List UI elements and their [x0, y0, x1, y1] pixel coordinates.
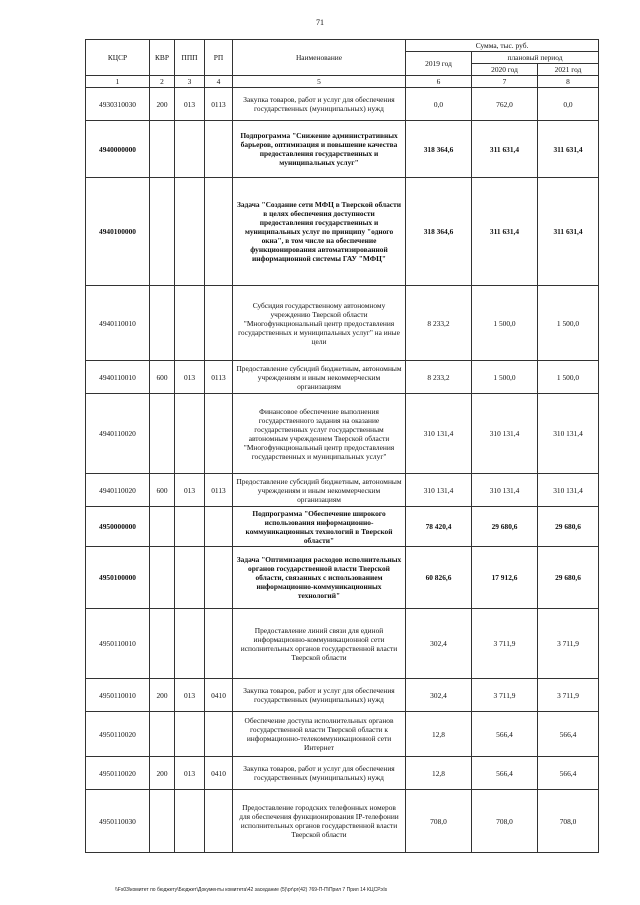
- amount-2019-cell: 8 233,2: [406, 286, 472, 361]
- name-cell: Закупка товаров, работ и услуг для обеспечения государственных (муниципальных) нужд: [233, 679, 406, 712]
- table-row: [86, 712, 599, 757]
- page-number: 71: [316, 18, 324, 27]
- kcsr-cell: 4940110010: [86, 286, 150, 361]
- rp-cell: [205, 790, 233, 853]
- amount-2019-cell: 318 364,6: [406, 178, 472, 286]
- name-cell: Финансовое обеспечение выполнения государственного задания на оказание государственных услуг государственным автономным учреждением Тверской области "Многофункциональный центр предоставления государственных и муниципальных услуг": [233, 394, 406, 474]
- kcsr-cell: 4950110020: [86, 712, 150, 757]
- amount-2021-cell: 566,4: [538, 757, 599, 790]
- header-planned-period: плановый период: [472, 52, 599, 64]
- rp-cell: 0113: [205, 361, 233, 394]
- rp-cell: 0113: [205, 88, 233, 121]
- table-row: [86, 286, 599, 361]
- column-number: 3: [175, 76, 205, 88]
- amount-2021-cell: 310 131,4: [538, 474, 599, 507]
- amount-2020-cell: 1 500,0: [472, 361, 538, 394]
- rp-cell: [205, 121, 233, 178]
- header-year-2019: 2019 год: [406, 52, 472, 76]
- amount-2019-cell: 78 420,4: [406, 507, 472, 547]
- ppp-cell: [175, 547, 205, 609]
- kvr-cell: [150, 286, 175, 361]
- ppp-cell: [175, 790, 205, 853]
- name-cell: Закупка товаров, работ и услуг для обеспечения государственных (муниципальных) нужд: [233, 88, 406, 121]
- amount-2020-cell: 310 131,4: [472, 394, 538, 474]
- header-kvr: КВР: [150, 40, 175, 76]
- kcsr-cell: 4940000000: [86, 121, 150, 178]
- ppp-cell: [175, 178, 205, 286]
- kcsr-cell: 4930310030: [86, 88, 150, 121]
- table-row: [86, 507, 599, 547]
- amount-2021-cell: 29 680,6: [538, 507, 599, 547]
- table-body: [86, 40, 599, 853]
- name-cell: Задача "Создание сети МФЦ в Тверской области в целях обеспечения доступности предоставления государственных и муниципальных услуг по принципу "одного окна", в том числе на обеспечение функционирования автоматизированной информационной системы ГАУ "МФЦ": [233, 178, 406, 286]
- kvr-cell: 600: [150, 474, 175, 507]
- kvr-cell: [150, 178, 175, 286]
- rp-cell: [205, 712, 233, 757]
- ppp-cell: 013: [175, 757, 205, 790]
- budget-table: [85, 39, 599, 853]
- table-row: [86, 474, 599, 507]
- ppp-cell: [175, 507, 205, 547]
- table-row: [86, 609, 599, 679]
- kvr-cell: [150, 121, 175, 178]
- amount-2019-cell: 302,4: [406, 679, 472, 712]
- rp-cell: 0410: [205, 757, 233, 790]
- name-cell: Подпрограмма "Снижение административных барьеров, оптимизация и повышение качества предоставления государственных и муниципальных услуг": [233, 121, 406, 178]
- kcsr-cell: 4950110020: [86, 757, 150, 790]
- kvr-cell: [150, 712, 175, 757]
- kvr-cell: [150, 394, 175, 474]
- kvr-cell: 200: [150, 757, 175, 790]
- rp-cell: [205, 394, 233, 474]
- kcsr-cell: 4940110020: [86, 394, 150, 474]
- kvr-cell: 200: [150, 88, 175, 121]
- table-row: [86, 121, 599, 178]
- column-number-row: [86, 76, 599, 88]
- name-cell: Закупка товаров, работ и услуг для обеспечения государственных (муниципальных) нужд: [233, 757, 406, 790]
- file-path-footer: \\Fs03\комитет по бюджету\Бюджет\Документы комитета\42 заседание (5)\рг\рг(42) 769-П-П\Прил 7 Прил 14 КЦСР.xls: [115, 887, 388, 893]
- amount-2019-cell: 12,8: [406, 712, 472, 757]
- amount-2021-cell: 566,4: [538, 712, 599, 757]
- ppp-cell: [175, 712, 205, 757]
- amount-2021-cell: 3 711,9: [538, 679, 599, 712]
- kvr-cell: [150, 507, 175, 547]
- amount-2021-cell: 311 631,4: [538, 121, 599, 178]
- amount-2020-cell: 708,0: [472, 790, 538, 853]
- name-cell: Предоставление городских телефонных номеров для обеспечения функционирования IP-телефонии исполнительных органов государственной власти Тверской области: [233, 790, 406, 853]
- amount-2019-cell: 302,4: [406, 609, 472, 679]
- kcsr-cell: 4950000000: [86, 507, 150, 547]
- rp-cell: [205, 286, 233, 361]
- header-sum: Сумма, тыс. руб.: [406, 40, 599, 52]
- ppp-cell: [175, 609, 205, 679]
- kvr-cell: 600: [150, 361, 175, 394]
- amount-2020-cell: 29 680,6: [472, 507, 538, 547]
- kvr-cell: 200: [150, 679, 175, 712]
- column-number: 1: [86, 76, 150, 88]
- header-row-1: [86, 40, 599, 52]
- table-row: [86, 679, 599, 712]
- name-cell: Задача "Оптимизация расходов исполнительных органов государственной власти Тверской области, связанных с использованием информационно-коммуникационных технологий": [233, 547, 406, 609]
- name-cell: Предоставление линий связи для единой информационно-коммуникационной сети исполнительных органов государственной власти Тверской области: [233, 609, 406, 679]
- amount-2019-cell: 60 826,6: [406, 547, 472, 609]
- amount-2021-cell: 1 500,0: [538, 361, 599, 394]
- amount-2020-cell: 311 631,4: [472, 121, 538, 178]
- amount-2020-cell: 310 131,4: [472, 474, 538, 507]
- ppp-cell: 013: [175, 679, 205, 712]
- kcsr-cell: 4940100000: [86, 178, 150, 286]
- table-row: [86, 757, 599, 790]
- ppp-cell: 013: [175, 361, 205, 394]
- table-row: [86, 394, 599, 474]
- column-number: 7: [472, 76, 538, 88]
- column-number: 4: [205, 76, 233, 88]
- rp-cell: [205, 547, 233, 609]
- ppp-cell: 013: [175, 474, 205, 507]
- kcsr-cell: 4950100000: [86, 547, 150, 609]
- ppp-cell: 013: [175, 88, 205, 121]
- amount-2021-cell: 311 631,4: [538, 178, 599, 286]
- column-number: 5: [233, 76, 406, 88]
- header-ppp: ППП: [175, 40, 205, 76]
- ppp-cell: [175, 121, 205, 178]
- kcsr-cell: 4950110030: [86, 790, 150, 853]
- ppp-cell: [175, 394, 205, 474]
- table-row: [86, 790, 599, 853]
- amount-2020-cell: 17 912,6: [472, 547, 538, 609]
- amount-2020-cell: 3 711,9: [472, 679, 538, 712]
- amount-2019-cell: 310 131,4: [406, 394, 472, 474]
- kvr-cell: [150, 609, 175, 679]
- rp-cell: 0410: [205, 679, 233, 712]
- name-cell: Обеспечение доступа исполнительных органов государственной власти Тверской области к информационно-телекоммуникационной сети Интернет: [233, 712, 406, 757]
- column-number: 8: [538, 76, 599, 88]
- amount-2021-cell: 0,0: [538, 88, 599, 121]
- amount-2019-cell: 12,8: [406, 757, 472, 790]
- column-number: 6: [406, 76, 472, 88]
- amount-2019-cell: 0,0: [406, 88, 472, 121]
- rp-cell: [205, 507, 233, 547]
- amount-2021-cell: 708,0: [538, 790, 599, 853]
- amount-2021-cell: 1 500,0: [538, 286, 599, 361]
- kvr-cell: [150, 790, 175, 853]
- amount-2019-cell: 8 233,2: [406, 361, 472, 394]
- kcsr-cell: 4950110010: [86, 609, 150, 679]
- header-year-2021: 2021 год: [538, 64, 599, 76]
- kcsr-cell: 4940110010: [86, 361, 150, 394]
- header-year-2020: 2020 год: [472, 64, 538, 76]
- rp-cell: [205, 178, 233, 286]
- table-row: [86, 547, 599, 609]
- kcsr-cell: 4950110010: [86, 679, 150, 712]
- header-kcsr: КЦСР: [86, 40, 150, 76]
- name-cell: Подпрограмма "Обеспечение широкого использования информационно-коммуникационных технологий в Тверской области": [233, 507, 406, 547]
- amount-2021-cell: 3 711,9: [538, 609, 599, 679]
- amount-2020-cell: 566,4: [472, 712, 538, 757]
- name-cell: Предоставление субсидий бюджетным, автономным учреждениям и иным некоммерческим организациям: [233, 361, 406, 394]
- amount-2021-cell: 310 131,4: [538, 394, 599, 474]
- column-number: 2: [150, 76, 175, 88]
- header-rp: РП: [205, 40, 233, 76]
- header-name: Наименование: [233, 40, 406, 76]
- amount-2019-cell: 318 364,6: [406, 121, 472, 178]
- name-cell: Субсидия государственному автономному учреждению Тверской области "Многофункциональный центр предоставления государственных и муниципальных услуг" на иные цели: [233, 286, 406, 361]
- ppp-cell: [175, 286, 205, 361]
- kvr-cell: [150, 547, 175, 609]
- amount-2020-cell: 566,4: [472, 757, 538, 790]
- amount-2020-cell: 3 711,9: [472, 609, 538, 679]
- amount-2020-cell: 311 631,4: [472, 178, 538, 286]
- rp-cell: 0113: [205, 474, 233, 507]
- table-row: [86, 88, 599, 121]
- rp-cell: [205, 609, 233, 679]
- table-row: [86, 361, 599, 394]
- amount-2021-cell: 29 680,6: [538, 547, 599, 609]
- name-cell: Предоставление субсидий бюджетным, автономным учреждениям и иным некоммерческим организациям: [233, 474, 406, 507]
- amount-2020-cell: 762,0: [472, 88, 538, 121]
- table-row: [86, 178, 599, 286]
- amount-2019-cell: 708,0: [406, 790, 472, 853]
- amount-2019-cell: 310 131,4: [406, 474, 472, 507]
- amount-2020-cell: 1 500,0: [472, 286, 538, 361]
- kcsr-cell: 4940110020: [86, 474, 150, 507]
